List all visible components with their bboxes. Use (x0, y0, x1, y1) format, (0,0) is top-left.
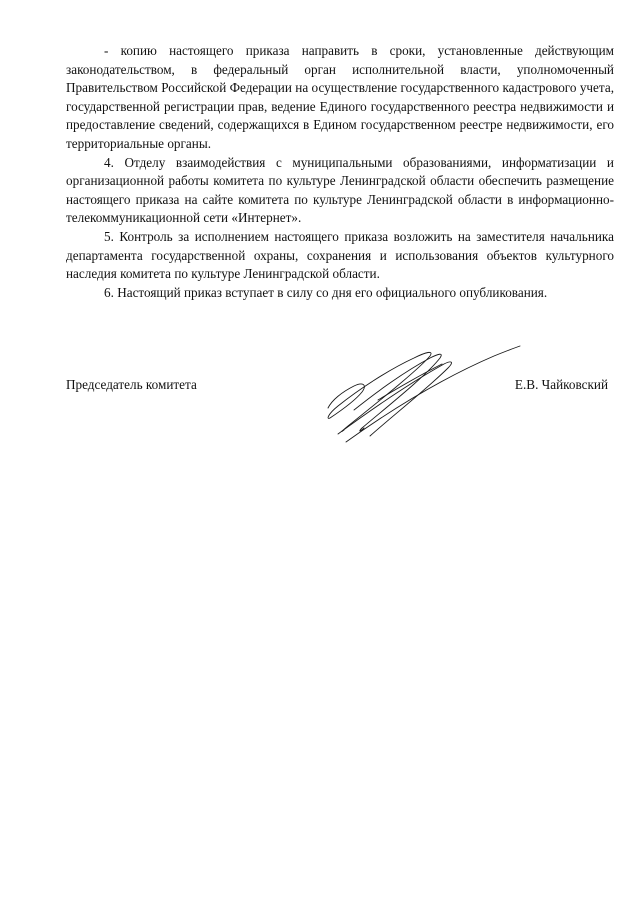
paragraph-6-effective-date: 6. Настоящий приказ вступает в силу со дня его официального опубликования. (104, 284, 548, 300)
signatory-name: Е.В. Чайковский (514, 377, 608, 392)
paragraph-4-publication: 4. Отделу взаимодействия с муниципальными образованиями, информатизации и организационной работы комитета по культуре Ленинградской области обеспечить размещение настоящего приказа на сайте комитета по культуре Ленинградской области в информационно-телекоммуникационной сети «Интернет». (66, 154, 614, 226)
document-body (66, 42, 614, 302)
paragraph-5-control: 5. Контроль за исполнением настоящего приказа возложить на заместителя начальника департамента государственной охраны, сохранения и использования объектов культурного наследия комитета по культуре Ленинградской области. (66, 228, 614, 282)
handwritten-signature (318, 340, 523, 452)
signatory-position: Председатель комитета (66, 377, 197, 392)
paragraph-copy-distribution: - копию настоящего приказа направить в сроки, установленные действующим законодательством, в федеральный орган исполнительной власти, уполномоченный Правительством Российской Федерации на осуществление государственного кадастрового учета, государственной регистрации прав, ведение Единого государственного реестра недвижимости и предоставление сведений, содержащихся в Едином государственном реестре недвижимости, его территориальные органы. (66, 43, 614, 151)
